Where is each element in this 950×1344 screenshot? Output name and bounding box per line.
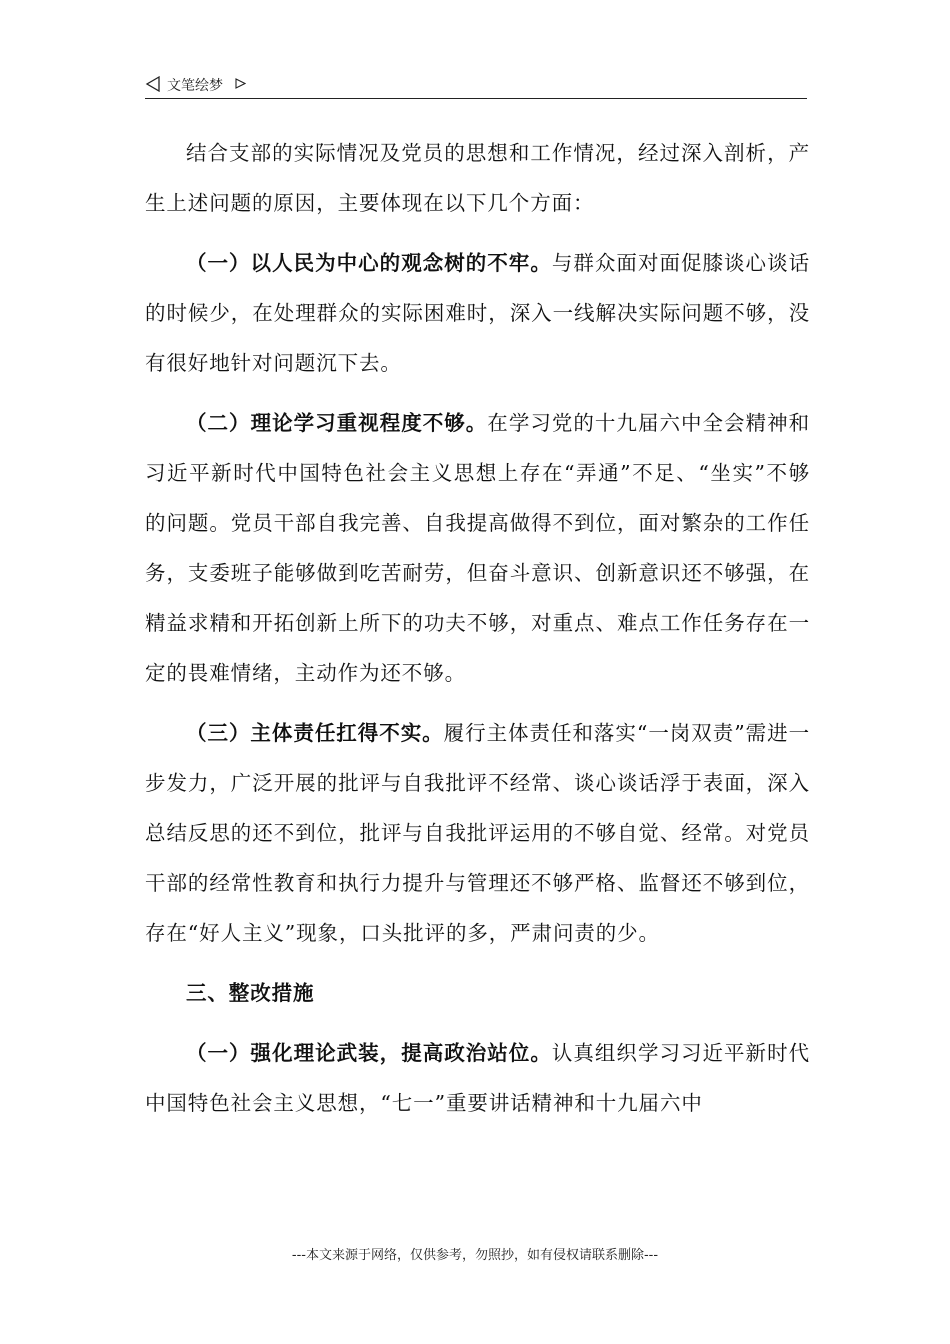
section-heading: 三、整改措施 <box>186 981 315 1005</box>
paragraph-item-2 <box>145 398 810 698</box>
header-title: 文笔绘梦 <box>167 78 223 94</box>
document-body <box>145 128 810 1128</box>
left-triangle-outline-icon <box>145 76 161 92</box>
paragraph-text: 结合支部的实际情况及党员的思想和工作情况，经过深入剖析，产生上述问题的原因，主要体现在以下几个方面： <box>145 141 810 215</box>
section-heading-measures <box>145 968 810 1018</box>
paragraph-text: 履行主体责任和落实“一岗双责”需进一步发力，广泛开展的批评与自我批评不经常、谈心谈话浮于表面，深入总结反思的还不到位，批评与自我批评运用的不够自觉、经常。对党员干部的经常性教育和执行力提升与管理还不够严格、监督还不够到位，存在“好人主义”现象，口头批评的多，严肃问责的少。 <box>145 721 810 945</box>
paragraph-heading: （一）以人民为中心的观念树的不牢。 <box>186 251 552 275</box>
paragraph-intro <box>145 128 810 228</box>
right-triangle-outline-icon <box>235 78 246 89</box>
paragraph-heading: （二）理论学习重视程度不够。 <box>186 411 488 435</box>
paragraph-measure-1 <box>145 1028 810 1128</box>
paragraph-item-1 <box>145 238 810 388</box>
paragraph-text: 与群众面对面促膝谈心谈话的时候少，在处理群众的实际困难时，深入一线解决实际问题不够，没有很好地针对问题沉下去。 <box>145 251 810 375</box>
page-header <box>145 74 807 99</box>
paragraph-text: 认真组织学习习近平新时代中国特色社会主义思想，“七一”重要讲话精神和十九届六中 <box>145 1041 810 1115</box>
paragraph-text: 在学习党的十九届六中全会精神和习近平新时代中国特色社会主义思想上存在“弄通”不足、“坐实”不够的问题。党员干部自我完善、自我提高做得不到位，面对繁杂的工作任务，支委班子能够做到吃苦耐劳，但奋斗意识、创新意识还不够强，在精益求精和开拓创新上所下的功夫不够，对重点、难点工作任务存在一定的畏难情绪，主动作为还不够。 <box>145 411 810 685</box>
paragraph-heading: （一）强化理论武装，提高政治站位。 <box>186 1041 552 1065</box>
page-footer: ---本文来源于网络，仅供参考，勿照抄，如有侵权请联系删除--- <box>291 1248 659 1263</box>
paragraph-item-3 <box>145 708 810 958</box>
paragraph-heading: （三）主体责任扛得不实。 <box>186 721 444 745</box>
